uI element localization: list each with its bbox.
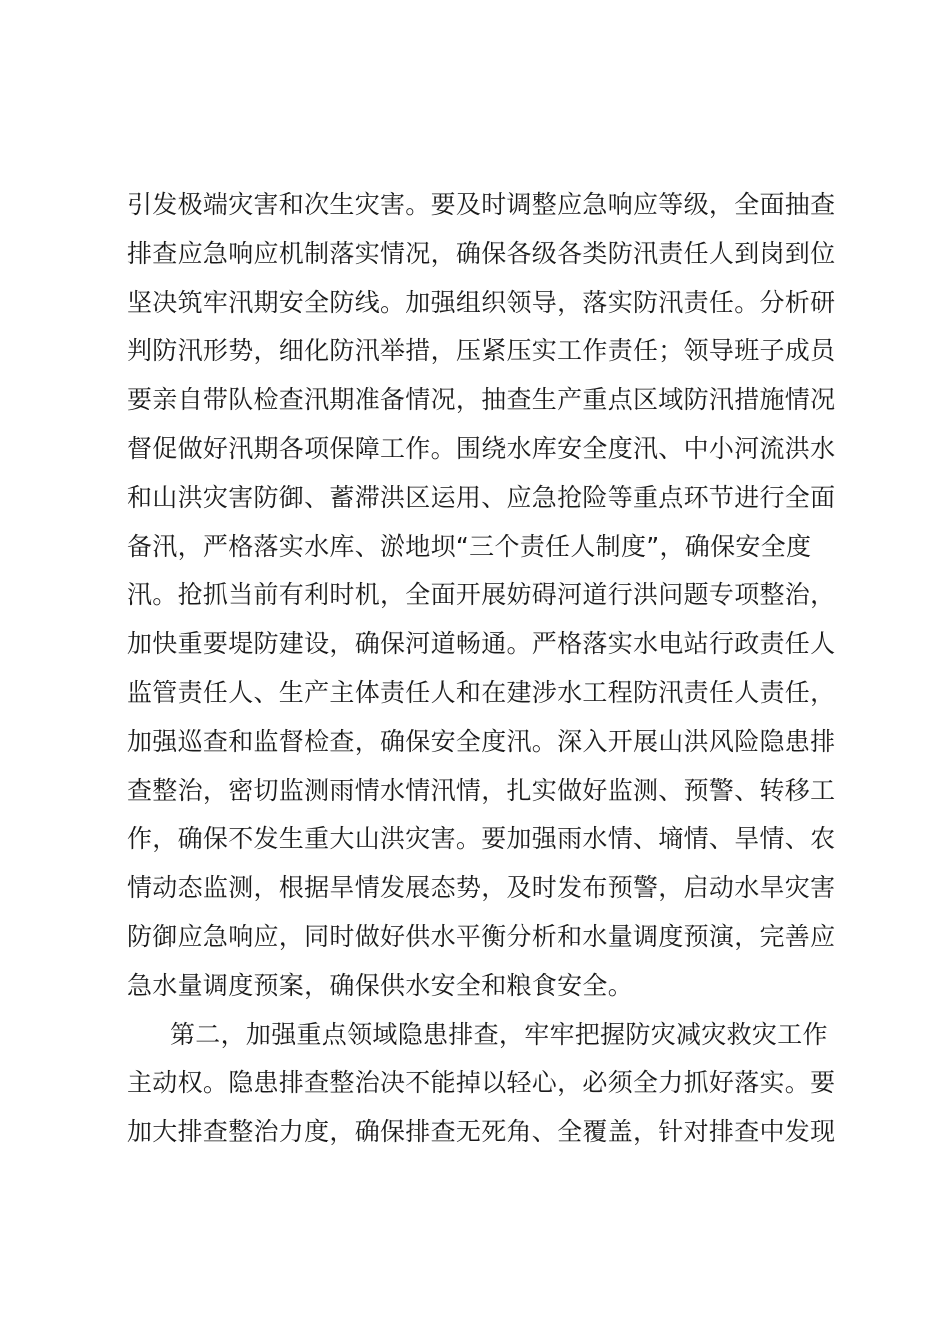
body-text: [127, 181, 847, 1157]
text-line: 防御应急响应，同时做好供水平衡分析和水量调度预演，完善应: [127, 921, 836, 951]
text-line: 要亲自带队检查汛期准备情况，抽查生产重点区域防汛措施情况: [127, 385, 836, 415]
text-line: 情动态监测，根据旱情发展态势，及时发布预警，启动水旱灾害: [127, 873, 836, 903]
text-line: 督促做好汛期各项保障工作。围绕水库安全度汛、中小河流洪水: [127, 433, 836, 463]
text-line: 作，确保不发生重大山洪灾害。要加强雨水情、墒情、旱情、农: [127, 824, 836, 854]
text-line: 加强巡查和监督检查，确保安全度汛。深入开展山洪风险隐患排: [127, 726, 836, 756]
text-line: 主动权。隐患排查整治决不能掉以轻心，必须全力抓好落实。要: [127, 1068, 836, 1098]
paragraph-2: [127, 1011, 847, 1157]
text-line: 和山洪灾害防御、蓄滞洪区运用、应急抢险等重点环节进行全面: [127, 482, 836, 512]
text-line: 坚决筑牢汛期安全防线。加强组织领导，落实防汛责任。分析研: [127, 287, 836, 317]
text-line: 汛。抢抓当前有利时机，全面开展妨碍河道行洪问题专项整治，: [127, 580, 836, 610]
text-line: 查整治，密切监测雨情水情汛情，扎实做好监测、预警、转移工: [127, 775, 836, 805]
text-line: 备汛，严格落实水库、淤地坝“三个责任人制度”，确保安全度: [127, 531, 812, 561]
text-line: 监管责任人、生产主体责任人和在建涉水工程防汛责任人责任，: [127, 677, 836, 707]
text-line: 加大排查整治力度，确保排查无死角、全覆盖，针对排查中发现: [127, 1117, 836, 1147]
text-line: 判防汛形势，细化防汛举措，压紧压实工作责任；领导班子成员: [127, 336, 836, 366]
paragraph-1: [127, 181, 847, 1011]
text-line: 第二，加强重点领域隐患排查，牢牢把握防灾减灾救灾工作: [170, 1019, 828, 1049]
text-line: 排查应急响应机制落实情况，确保各级各类防汛责任人到岗到位: [127, 238, 836, 268]
text-line: 急水量调度预案，确保供水安全和粮食安全。: [127, 970, 634, 1000]
text-line: 加快重要堤防建设，确保河道畅通。严格落实水电站行政责任人: [127, 629, 836, 659]
text-line: 引发极端灾害和次生灾害。要及时调整应急响应等级，全面抽查: [127, 190, 836, 219]
